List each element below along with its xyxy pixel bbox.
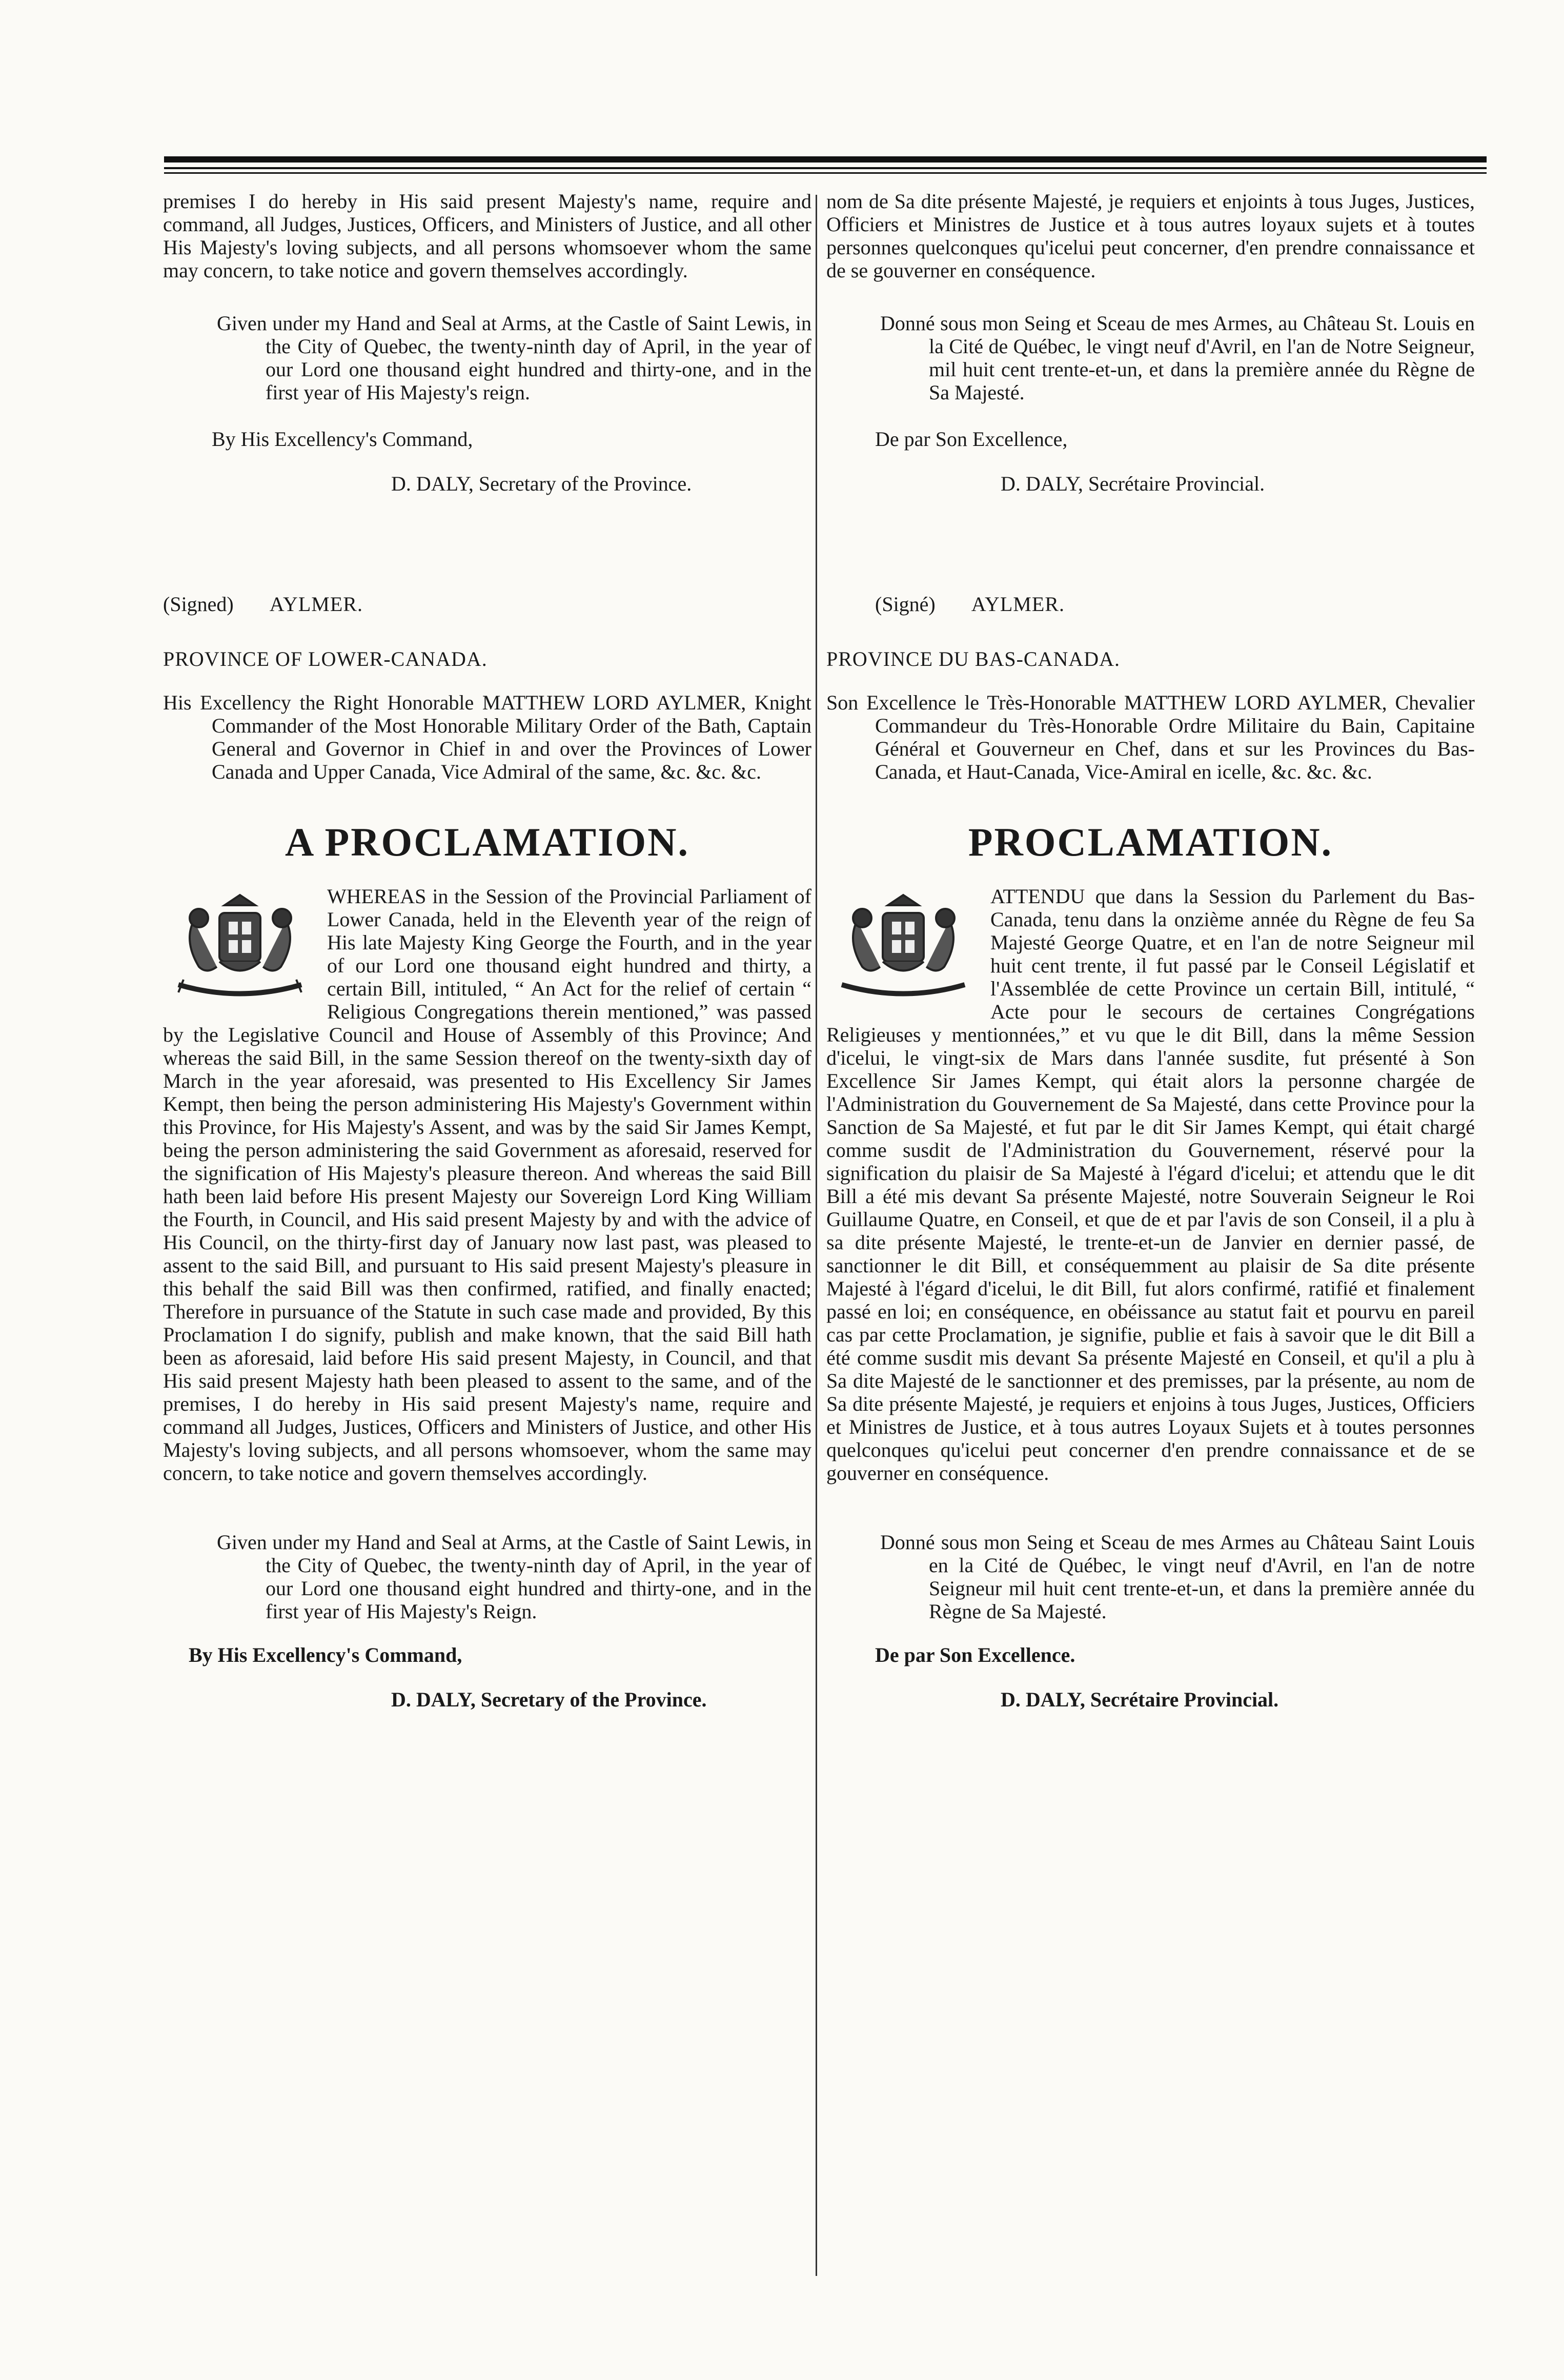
- royal-coat-of-arms-image: [163, 885, 317, 1005]
- signed-label-fr: (Signé): [875, 593, 936, 616]
- top-rule-middle: [164, 167, 1487, 169]
- english-column: [163, 190, 811, 1711]
- proclamation-body: WHEREAS in the Session of the Provincial Parliament of Lower Canada, held in the Eleventh year of the reign of His late Majesty King George the Fourth, and in the year of our Lord one thousand eight hundred and thirty, a certain Bill, intituled, “ An Act for the relief of certain “ Religious Congregations therein mentioned,” was passed by the Legislative Council and House of Assembly of this Province; And whereas the said Bill, in the same Session thereof on the twenty-sixth day of March in the year aforesaid, was presented to His Excellency Sir James Kempt, then being the person administering His Majesty's Government within this Province, for His Majesty's Assent, and was by the said Sir James Kempt, being the person administering the said Government as aforesaid, reserved for the signification of His Majesty's pleasure thereon. And whereas the said Bill hath been laid before His present Majesty our Sovereign Lord King William the Fourth, in Council, and His said present Majesty by and with the advice of His Council, on the thirty-first day of January now last past, was pleased to assent to the said Bill, and pursuant to His said present Majesty's pleasure in this behalf the said Bill was then confirmed, ratified, and finally enacted; Therefore in pursuance of the Statute in such case made and provided, By this Proclamation I do signify, publish and make known, that the said Bill hath been as aforesaid, laid before His said present Majesty, in Council, and that His said present Majesty hath been pleased to assent to the same, and of the premises, I do hereby in His said present Majesty's name, require and command all Judges, Justices, Officers and Ministers of Justice, and other His Majesty's loving subjects, and all persons whomsoever, whom the same may concern, to take notice and govern themselves accordingly.: [163, 885, 811, 1484]
- top-rule-thin: [164, 172, 1487, 174]
- proclamation-title: A PROCLAMATION.: [285, 820, 689, 864]
- signed-line-fr: [826, 593, 1475, 616]
- proclamation-body-block-fr: [826, 885, 1475, 1484]
- signed-name: AYLMER.: [269, 593, 363, 616]
- signed-label: (Signed): [163, 593, 234, 616]
- given-paragraph-2: Given under my Hand and Seal at Arms, at the Castle of Saint Lewis, in the City of Quebec, the twenty-ninth day of April, in the year of our Lord one thousand eight hundred and thirty-one, and in the first year of His Majesty's Reign.: [217, 1531, 811, 1623]
- intro-paragraph-fr: nom de Sa dite présente Majesté, je requiers et enjoints à tous Juges, Justices, Officiers et Ministres de Justice et à tous autres loyaux sujets et à toutes personnes quelconques qu'icelui peut concerner, d'en prendre connaissance et de se gouverner en conséquence.: [826, 190, 1475, 282]
- command-line-fr: De par Son Excellence,: [875, 428, 1068, 451]
- french-column: [826, 190, 1475, 1711]
- secretary-signature-2: D. DALY, Secretary of the Province.: [391, 1688, 707, 1711]
- excellency-paragraph-fr: Son Excellence le Très-Honorable MATTHEW LORD AYLMER, Chevalier Commandeur du Très-Honorable Ordre Militaire du Bain, Capitaine Général et Gouverneur en Chef, dans et sur les Provinces du Bas-Canada, et Haut-Canada, Vice-Amiral en icelle, &c. &c. &c.: [826, 691, 1475, 783]
- secretary-signature-2-fr: D. DALY, Secrétaire Provincial.: [1001, 1688, 1279, 1711]
- royal-coat-of-arms-image-fr: [826, 885, 980, 1005]
- province-heading-fr: PROVINCE DU BAS-CANADA.: [826, 647, 1121, 670]
- secretary-signature-fr: D. DALY, Secrétaire Provincial.: [1001, 472, 1265, 495]
- excellency-paragraph: His Excellency the Right Honorable MATTHEW LORD AYLMER, Knight Commander of the Most Honorable Military Order of the Bath, Captain General and Governor in Chief in and over the Provinces of Lower Canada and Upper Canada, Vice Admiral of the same, &c. &c. &c.: [163, 691, 811, 783]
- command-line-2-fr: De par Son Excellence.: [875, 1643, 1075, 1666]
- command-line-2: By His Excellency's Command,: [189, 1643, 462, 1666]
- secretary-signature: D. DALY, Secretary of the Province.: [391, 472, 692, 495]
- intro-paragraph: premises I do hereby in His said present Majesty's name, require and command, all Judges, Justices, Officers, and Ministers of Justice, and all other His Majesty's loving subjects, and all persons whomsoever whom the same may concern, to take notice and govern themselves accordingly.: [163, 190, 811, 282]
- top-rule-thick: [164, 156, 1487, 162]
- province-heading: PROVINCE OF LOWER-CANADA.: [163, 647, 488, 670]
- column-divider: [816, 195, 817, 2276]
- proclamation-title-fr: PROCLAMATION.: [968, 820, 1333, 864]
- given-paragraph: Given under my Hand and Seal at Arms, at the Castle of Saint Lewis, in the City of Quebec, the twenty-ninth day of April, in the year of our Lord one thousand eight hundred and thirty-one, and in the first year of His Majesty's reign.: [217, 312, 811, 404]
- signed-line: [163, 593, 811, 616]
- proclamation-body-block: [163, 885, 811, 1484]
- signed-name-fr: AYLMER.: [971, 593, 1065, 616]
- command-line: By His Excellency's Command,: [212, 428, 473, 451]
- given-paragraph-2-fr: Donné sous mon Seing et Sceau de mes Armes au Château Saint Louis en la Cité de Québec, le vingt neuf d'Avril, en l'an de notre Seigneur mil huit cent trente-et-un, et dans la première année du Règne de Sa Majesté.: [880, 1531, 1475, 1623]
- proclamation-body-fr: ATTENDU que dans la Session du Parlement du Bas-Canada, tenu dans la onzième année du Règne de feu Sa Majesté George Quatre, et en l'an de notre Seigneur mil huit cent trente, il fut passé par le Conseil Législatif et l'Assemblée de cette Province un certain Bill, intitulé, “ Acte pour le secours de certaines Congrégations Religieuses y mentionnées,” et vu que le dit Bill, dans la même Session d'icelui, le vingt-six de Mars dans l'année susdite, fut présenté à Son Excellence Sir James Kempt, qui était alors la personne chargée de l'Administration du Gouvernement de Sa Majesté, dans cette Province pour la Sanction de Sa Majesté, et fut par le dit Sir James Kempt, qui était chargé comme susdit de l'Administration du Gouvernement, réservé pour la signification du plaisir de Sa Majesté à l'égard d'icelui; et attendu que le dit Bill a été mis devant Sa présente Majesté, notre Souverain Seigneur le Roi Guillaume Quatre, en Conseil, et que de et par l'avis de son Conseil, il a plu à sa dite présente Majesté, le trente-et-un de Janvier en dernier passé, de sanctionner le dit Bill, et conséquemment au plaisir de Sa dite présente Majesté à l'égard d'icelui, le dit Bill, fut alors confirmé, ratifié et finalement passé en loi; en conséquence, en obéissance au statut fait et pourvu en pareil cas par cette Proclamation, je signifie, publie et fais à savoir que le dit Bill a été comme susdit mis devant Sa présente Majesté en Conseil, et qu'il a plu à Sa dite Majesté de le sanctionner et des premisses, par la présente, au nom de Sa dite présente Majesté, je requiers et enjoins à tous Juges, Justices, Officiers et Ministres de Justice, et à tous autres Loyaux Sujets et à toutes personnes quelconques qu'icelui peut concerner d'en prendre connaissance et de se gouverner en conséquence.: [826, 885, 1475, 1484]
- given-paragraph-fr: Donné sous mon Seing et Sceau de mes Armes, au Château St. Louis en la Cité de Québec, le vingt neuf d'Avril, en l'an de Notre Seigneur, mil huit cent trente-et-un, et dans la première année du Règne de Sa Majesté.: [880, 312, 1475, 404]
